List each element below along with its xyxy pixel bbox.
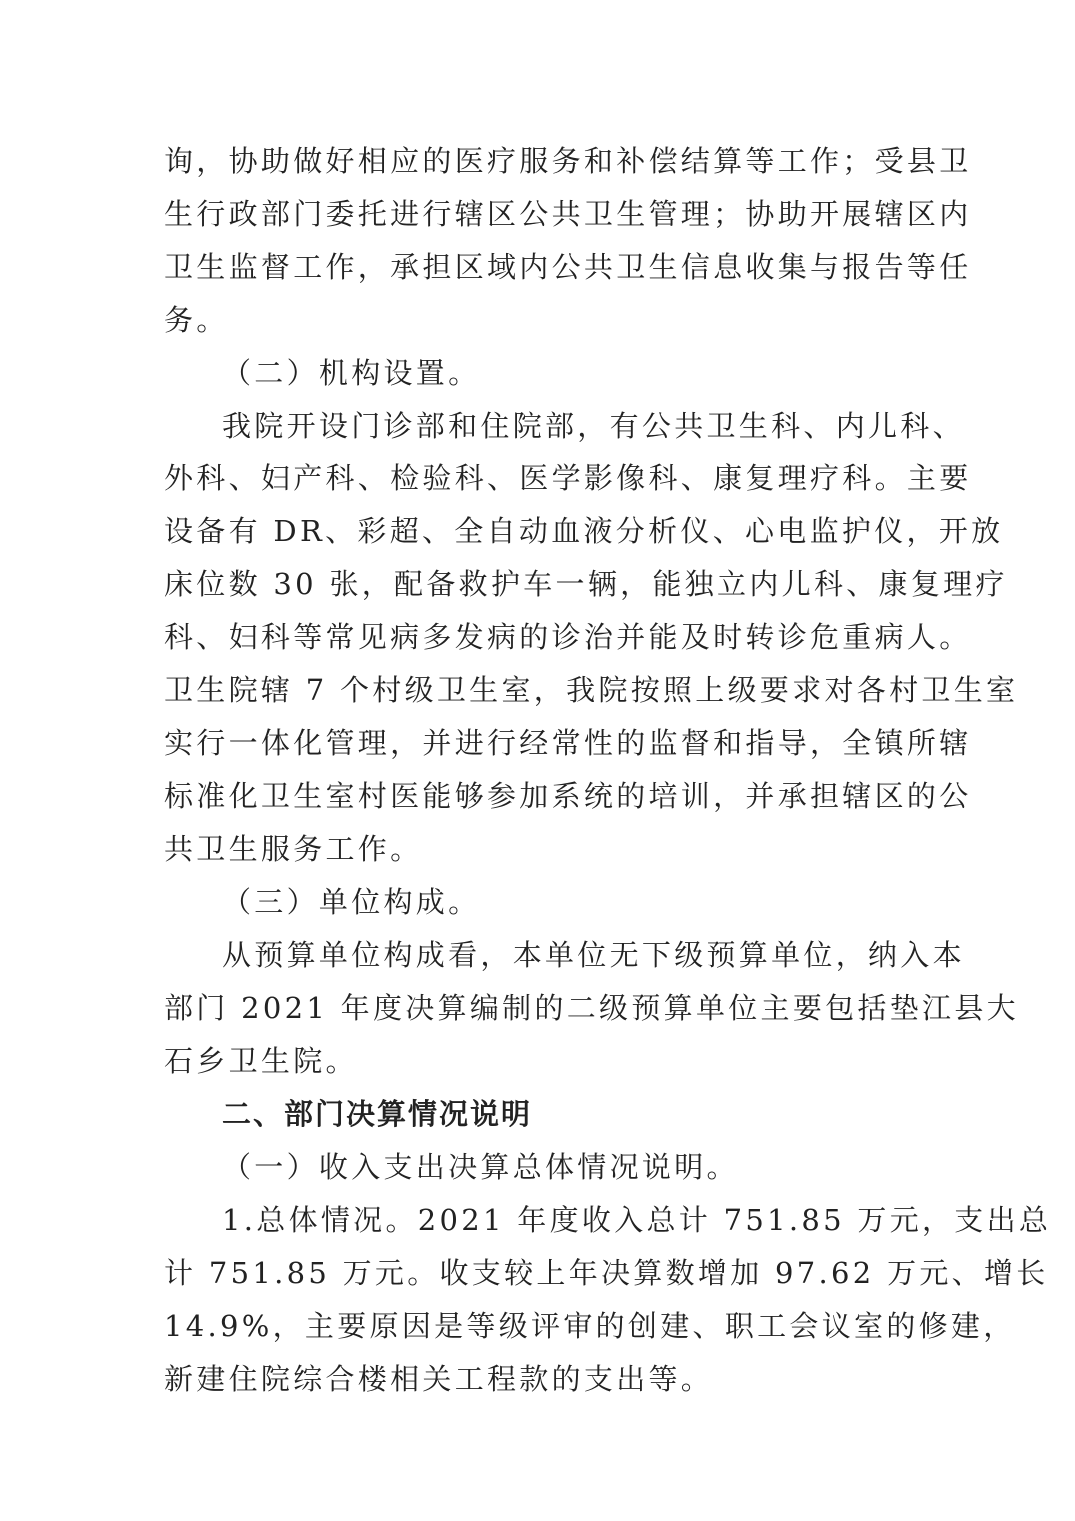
text-line: 实行一体化管理，并进行经常性的监督和指导，全镇所辖 [164, 726, 972, 760]
text-line: 从预算单位构成看，本单位无下级预算单位，纳入本 [222, 938, 965, 972]
text-line: 14.9%，主要原因是等级评审的创建、职工会议室的修建， [164, 1309, 1016, 1343]
text-line: 部门 2021 年度决算编制的二级预算单位主要包括垫江县大 [164, 991, 1019, 1025]
text-line: 卫生院辖 7 个村级卫生室，我院按照上级要求对各村卫生室 [164, 673, 1019, 707]
text-line: 共卫生服务工作。 [164, 832, 423, 866]
text-line: 询，协助做好相应的医疗服务和补偿结算等工作；受县卫 [164, 144, 972, 178]
text-line: 石乡卫生院。 [164, 1044, 358, 1078]
text-line: 科、妇科等常见病多发病的诊治并能及时转诊危重病人。 [164, 620, 972, 654]
text-line: 新建住院综合楼相关工程款的支出等。 [164, 1362, 714, 1396]
text-line: 床位数 30 张，配备救护车一辆，能独立内儿科、康复理疗 [164, 567, 1008, 601]
text-line: 1.总体情况。2021 年度收入总计 751.85 万元，支出总 [222, 1203, 1052, 1237]
section-heading: 二、部门决算情况说明 [222, 1097, 533, 1131]
text-line: 务。 [164, 303, 229, 337]
text-line: 计 751.85 万元。收支较上年决算数增加 97.62 万元、增长 [164, 1256, 1049, 1290]
text-line: 我院开设门诊部和住院部，有公共卫生科、内儿科、 [222, 409, 965, 443]
heading-unit-composition: （三）单位构成。 [222, 885, 481, 919]
text-line: 生行政部门委托进行辖区公共卫生管理；协助开展辖区内 [164, 197, 972, 231]
text-line: 外科、妇产科、检验科、医学影像科、康复理疗科。主要 [164, 461, 972, 495]
text-line: 标准化卫生室村医能够参加系统的培训，并承担辖区的公 [164, 779, 972, 813]
heading-institution-setup: （二）机构设置。 [222, 356, 481, 390]
text-line: 设备有 DR、彩超、全自动血液分析仪、心电监护仪，开放 [164, 514, 1004, 548]
text-line: 卫生监督工作，承担区域内公共卫生信息收集与报告等任 [164, 250, 972, 284]
heading-income-expenditure-overview: （一）收入支出决算总体情况说明。 [222, 1150, 739, 1184]
